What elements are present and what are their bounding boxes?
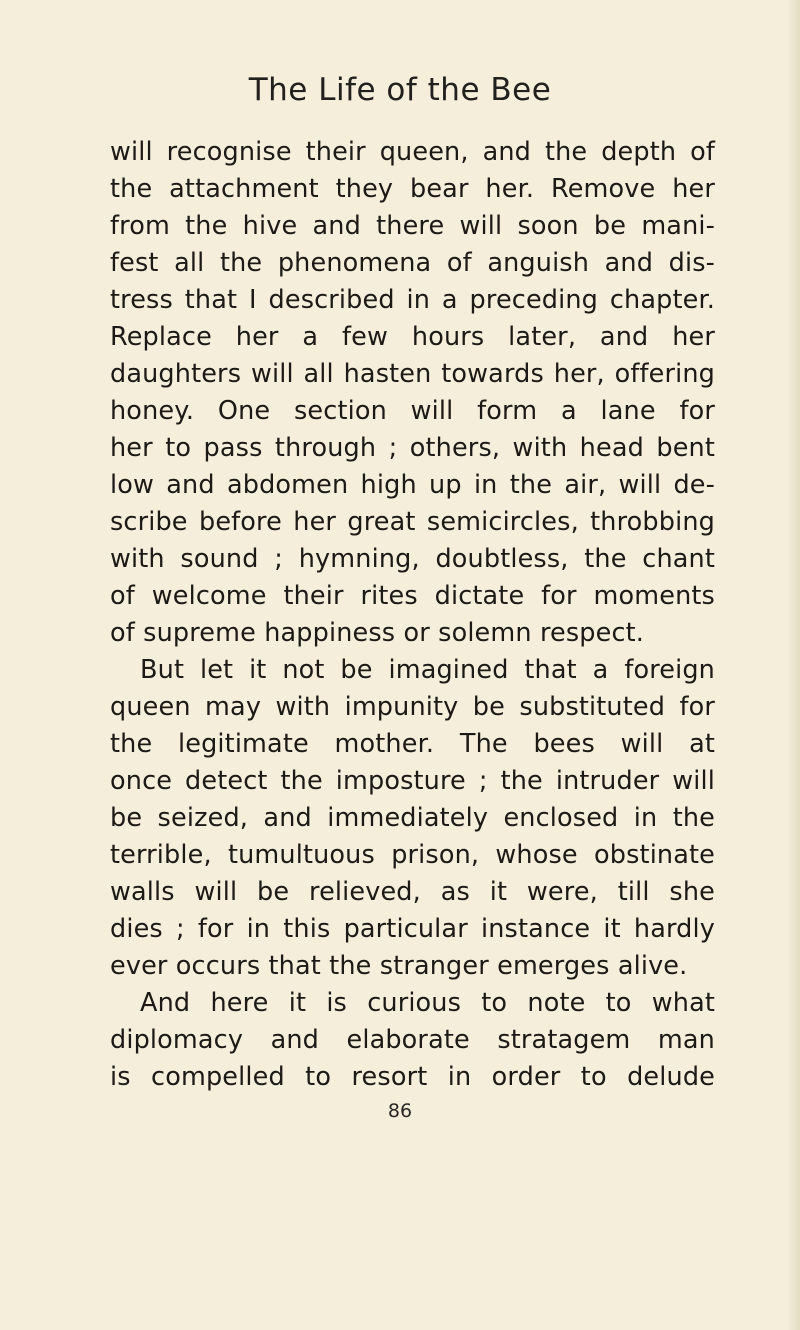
text-line: And here it is curious to note to what	[140, 988, 715, 1018]
text-line: with sound ; hymning, doubtless, the chant	[110, 544, 715, 574]
text-line: ever occurs that the stranger emerges alive.	[110, 951, 688, 981]
running-head: The Life of the Bee	[248, 72, 552, 108]
text-line: scribe before her great semicircles, throbbing	[110, 507, 715, 537]
text-line: low and abdomen high up in the air, will de-	[110, 470, 715, 500]
text-line: once detect the imposture ; the intruder will	[110, 766, 715, 796]
text-line: of supreme happiness or solemn respect.	[110, 618, 645, 648]
text-line: Replace her a few hours later, and her	[110, 322, 715, 352]
text-line: fest all the phenomena of anguish and dis-	[110, 248, 715, 278]
text-line: diplomacy and elaborate stratagem man	[110, 1025, 715, 1055]
text-line: her to pass through ; others, with head bent	[110, 433, 715, 463]
page-edge-shadow	[786, 0, 800, 1330]
text-line: the legitimate mother. The bees will at	[110, 729, 715, 759]
text-line: terrible, tumultuous prison, whose obstinate	[110, 840, 715, 870]
page-number: 86	[387, 1100, 413, 1122]
text-line: is compelled to resort in order to delude	[110, 1062, 715, 1092]
text-line: walls will be relieved, as it were, till she	[110, 877, 715, 907]
text-line: But let it not be imagined that a foreign	[140, 655, 715, 685]
text-line: honey. One section will form a lane for	[110, 396, 715, 426]
text-line: will recognise their queen, and the depth of	[110, 137, 715, 167]
text-line: the attachment they bear her. Remove her	[110, 174, 715, 204]
text-line: dies ; for in this particular instance it hardly	[110, 914, 715, 944]
body-text	[110, 134, 715, 1096]
text-line: daughters will all hasten towards her, offering	[110, 359, 715, 389]
text-line: of welcome their rites dictate for moments	[110, 581, 715, 611]
text-line: tress that I described in a preceding chapter.	[110, 285, 715, 315]
text-line: be seized, and immediately enclosed in the	[110, 803, 715, 833]
text-line: queen may with impunity be substituted for	[110, 692, 715, 722]
text-line: from the hive and there will soon be mani-	[110, 211, 715, 241]
